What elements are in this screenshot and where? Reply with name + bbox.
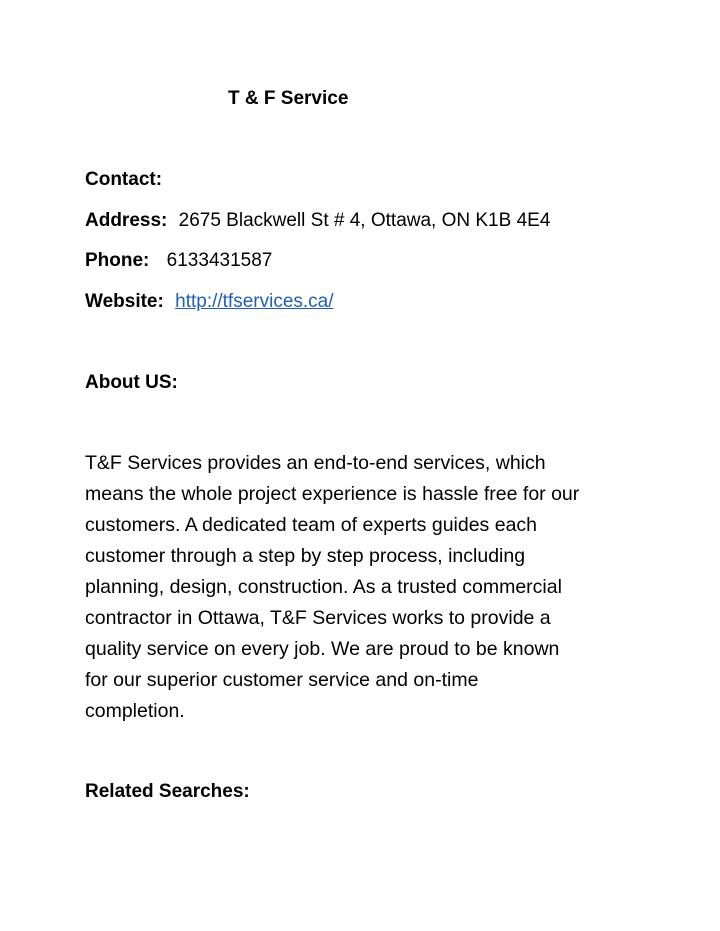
paragraph-line: quality service on every job. We are proud to be known	[85, 638, 560, 660]
paragraph-line: T&F Services provides an end-to-end services, which	[85, 452, 546, 474]
paragraph-line: means the whole project experience is hassle free for our	[85, 483, 580, 505]
phone-value: 6133431587	[166, 250, 273, 271]
address-line	[85, 210, 550, 232]
paragraph-line: customers. A dedicated team of experts guides each	[85, 514, 538, 536]
paragraph-line: for our superior customer service and on-time	[85, 669, 479, 691]
phone-label: Phone:	[85, 250, 150, 271]
website-label: Website:	[85, 291, 164, 312]
about-heading: About US:	[85, 372, 178, 393]
paragraph-line: completion.	[85, 700, 185, 722]
address-label: Address:	[85, 210, 168, 231]
address-value: 2675 Blackwell St # 4, Ottawa, ON K1B 4E4	[178, 210, 551, 231]
phone-line	[85, 250, 272, 272]
website-line	[85, 291, 334, 313]
paragraph-line: customer through a step by step process, including	[85, 545, 526, 567]
contact-heading: Contact:	[85, 169, 163, 190]
page-title: T & F Service	[228, 88, 349, 109]
paragraph-line: planning, design, construction. As a trusted commercial	[85, 576, 562, 598]
paragraph-line: contractor in Ottawa, T&F Services works to provide a	[85, 607, 551, 629]
related-searches-heading: Related Searches:	[85, 781, 250, 802]
website-link[interactable]: http://tfservices.ca/	[175, 291, 334, 312]
